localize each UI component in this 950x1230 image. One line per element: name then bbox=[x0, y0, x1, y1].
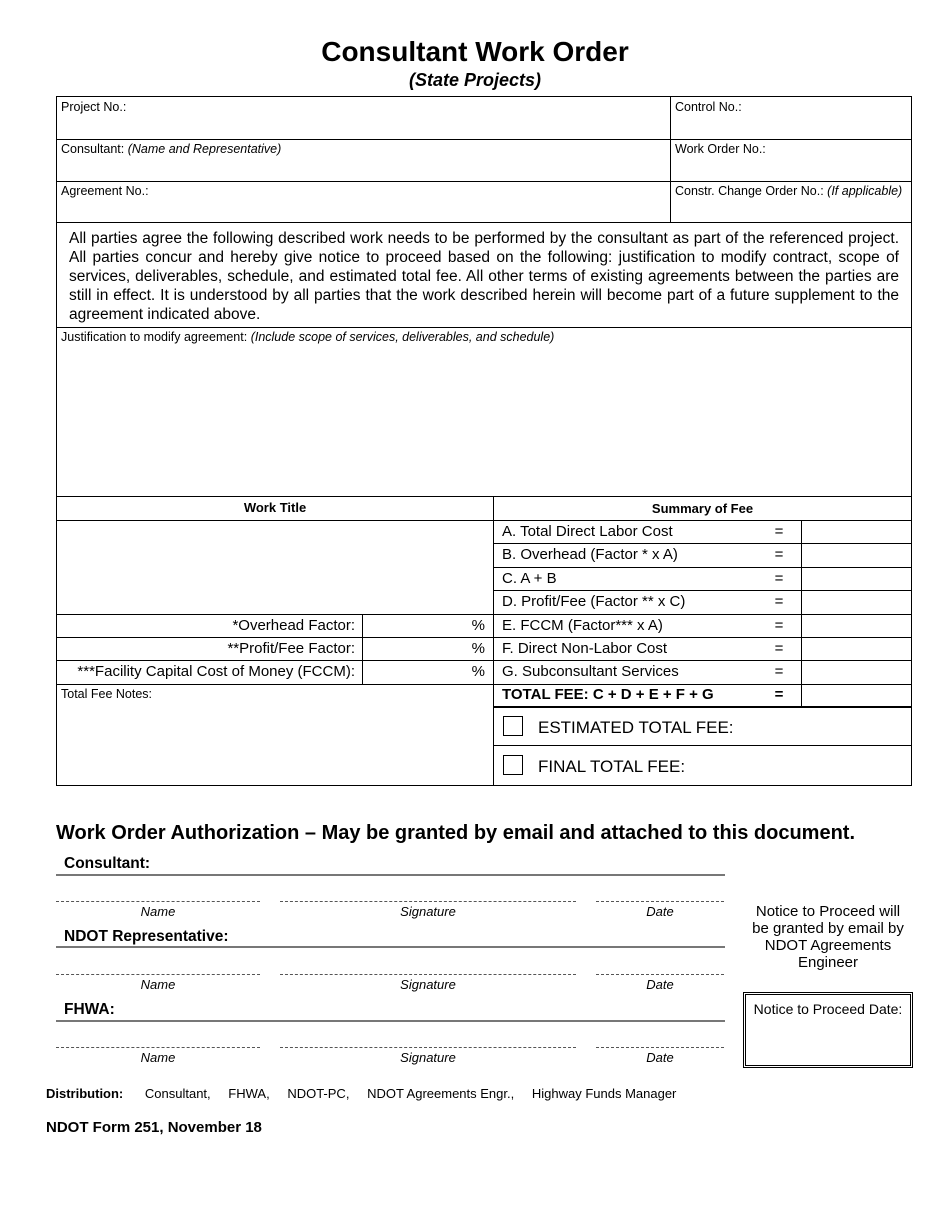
ndot-date-caption: Date bbox=[646, 977, 674, 992]
summary-row-c-value[interactable] bbox=[802, 568, 911, 590]
summary-row-d: D. Profit/Fee (Factor ** x C) bbox=[502, 593, 686, 610]
consultant-name-caption: Name bbox=[140, 904, 176, 919]
distribution-item: Highway Funds Manager bbox=[531, 1086, 677, 1101]
consultant-date-caption: Date bbox=[646, 904, 674, 919]
estimated-total-fee-checkbox[interactable] bbox=[503, 716, 523, 736]
change-order-hint: (If applicable) bbox=[827, 184, 903, 198]
consultant-name-line[interactable] bbox=[56, 901, 260, 902]
agreement-no-field[interactable] bbox=[57, 181, 153, 201]
notice-to-proceed-date-label: Notice to Proceed Date: bbox=[753, 1001, 903, 1017]
project-no-field[interactable] bbox=[57, 97, 130, 117]
distribution-item: NDOT Agreements Engr., bbox=[367, 1086, 515, 1101]
consultant-label: Consultant: bbox=[61, 142, 125, 156]
consultant-date-line[interactable] bbox=[596, 901, 724, 902]
summary-row-f: F. Direct Non-Labor Cost bbox=[502, 640, 668, 657]
summary-row-a-eq: = bbox=[774, 523, 784, 540]
summary-row-c: C. A + B bbox=[502, 570, 557, 587]
total-fee-notes-label: Total Fee Notes: bbox=[61, 687, 153, 701]
ndot-sign-label: NDOT Representative: bbox=[64, 928, 229, 945]
distribution-item: Consultant, bbox=[144, 1086, 211, 1101]
summary-row-f-value[interactable] bbox=[802, 638, 911, 660]
distribution-label: Distribution: bbox=[46, 1086, 124, 1101]
summary-row-d-eq: = bbox=[774, 593, 784, 610]
summary-row-e-value[interactable] bbox=[802, 615, 911, 637]
summary-row-c-eq: = bbox=[774, 570, 784, 587]
distribution-item: FHWA, bbox=[228, 1086, 270, 1101]
justification-hint: (Include scope of services, deliverables, and schedule) bbox=[250, 330, 555, 344]
ndot-divider bbox=[56, 946, 725, 948]
summary-row-g: G. Subconsultant Services bbox=[502, 663, 679, 680]
ndot-name-line[interactable] bbox=[56, 974, 260, 975]
project-no-label: Project No.: bbox=[61, 100, 127, 114]
change-order-label: Constr. Change Order No.: bbox=[675, 184, 824, 198]
consultant-signature-caption: Signature bbox=[400, 904, 456, 919]
final-total-fee-label: FINAL TOTAL FEE: bbox=[538, 757, 686, 776]
agreement-no-label: Agreement No.: bbox=[61, 184, 149, 198]
justification-label: Justification to modify agreement: bbox=[61, 330, 248, 344]
fee-table bbox=[56, 496, 912, 786]
summary-row-g-eq: = bbox=[774, 663, 784, 680]
summary-row-a-value[interactable] bbox=[802, 521, 911, 543]
overhead-factor-label: *Overhead Factor: bbox=[232, 617, 355, 634]
summary-row-b-value[interactable] bbox=[802, 544, 911, 566]
form-id: NDOT Form 251, November 18 bbox=[46, 1119, 262, 1136]
total-fee-notes-input[interactable] bbox=[57, 702, 493, 785]
summary-row-b: B. Overhead (Factor * x A) bbox=[502, 546, 678, 563]
control-no-label: Control No.: bbox=[675, 100, 742, 114]
ndot-date-line[interactable] bbox=[596, 974, 724, 975]
page-subtitle: (State Projects) bbox=[408, 70, 542, 90]
total-fee-eq: = bbox=[774, 686, 784, 703]
work-title-input[interactable] bbox=[57, 521, 493, 614]
fccm-factor-input[interactable]: % bbox=[471, 663, 485, 680]
summary-row-d-value[interactable] bbox=[802, 591, 911, 613]
justification-field[interactable] bbox=[56, 327, 912, 497]
fhwa-name-line[interactable] bbox=[56, 1047, 260, 1048]
fhwa-date-caption: Date bbox=[646, 1050, 674, 1065]
profit-factor-input[interactable]: % bbox=[471, 640, 485, 657]
estimated-total-fee-label: ESTIMATED TOTAL FEE: bbox=[538, 718, 734, 737]
work-title-header: Work Title bbox=[243, 500, 307, 515]
fhwa-sign-label: FHWA: bbox=[64, 1001, 115, 1018]
overhead-factor-input[interactable]: % bbox=[471, 617, 485, 634]
fhwa-name-caption: Name bbox=[140, 1050, 176, 1065]
consultant-sign-label: Consultant: bbox=[64, 855, 151, 872]
summary-row-e: E. FCCM (Factor*** x A) bbox=[502, 617, 663, 634]
ndot-signature-line[interactable] bbox=[280, 974, 576, 975]
work-order-no-field[interactable] bbox=[671, 139, 770, 159]
summary-row-f-eq: = bbox=[774, 640, 784, 657]
header-table bbox=[56, 96, 912, 223]
notice-to-proceed-date-box[interactable] bbox=[743, 992, 913, 1068]
profit-factor-label: **Profit/Fee Factor: bbox=[227, 640, 355, 657]
authorization-title: Work Order Authorization – May be granted by email and attached to this document. bbox=[56, 822, 856, 844]
consultant-field[interactable] bbox=[57, 139, 285, 159]
fhwa-signature-line[interactable] bbox=[280, 1047, 576, 1048]
summary-row-g-value[interactable] bbox=[802, 661, 911, 683]
consultant-divider bbox=[56, 874, 725, 876]
consultant-hint: (Name and Representative) bbox=[127, 142, 282, 156]
ndot-signature-caption: Signature bbox=[400, 977, 456, 992]
intro-paragraph: All parties agree the following described work needs to be performed by the consultant as part of the referenced project. All parties concur and hereby give notice to proceed based on the following: justification to modify contract, scope of services, deliverables, schedule, and estimated total fee. All other terms of existing agreements between the parties are still in effect. It is understood by all parties that the work described herein will become part of a future supplement to the agreement indicated above. bbox=[56, 222, 912, 328]
summary-of-fee-header: Summary of Fee bbox=[651, 501, 754, 516]
total-fee-label: TOTAL FEE: C + D + E + F + G bbox=[502, 686, 714, 703]
distribution-line bbox=[46, 1086, 690, 1101]
final-total-fee-checkbox[interactable] bbox=[503, 755, 523, 775]
fhwa-divider bbox=[56, 1020, 725, 1022]
work-order-no-label: Work Order No.: bbox=[675, 142, 766, 156]
control-no-field[interactable] bbox=[671, 97, 746, 117]
notice-to-proceed-text: Notice to Proceed will be granted by email by NDOT Agreements Engineer bbox=[752, 903, 904, 971]
summary-row-e-eq: = bbox=[774, 617, 784, 634]
change-order-field[interactable] bbox=[671, 181, 906, 201]
page-title: Consultant Work Order bbox=[321, 36, 629, 67]
distribution-item: NDOT-PC, bbox=[287, 1086, 350, 1101]
summary-row-b-eq: = bbox=[774, 546, 784, 563]
fccm-factor-label: ***Facility Capital Cost of Money (FCCM): bbox=[77, 663, 355, 680]
fhwa-date-line[interactable] bbox=[596, 1047, 724, 1048]
fhwa-signature-caption: Signature bbox=[400, 1050, 456, 1065]
ndot-name-caption: Name bbox=[140, 977, 176, 992]
summary-row-a: A. Total Direct Labor Cost bbox=[502, 523, 673, 540]
total-fee-value[interactable] bbox=[802, 685, 911, 706]
consultant-signature-line[interactable] bbox=[280, 901, 576, 902]
